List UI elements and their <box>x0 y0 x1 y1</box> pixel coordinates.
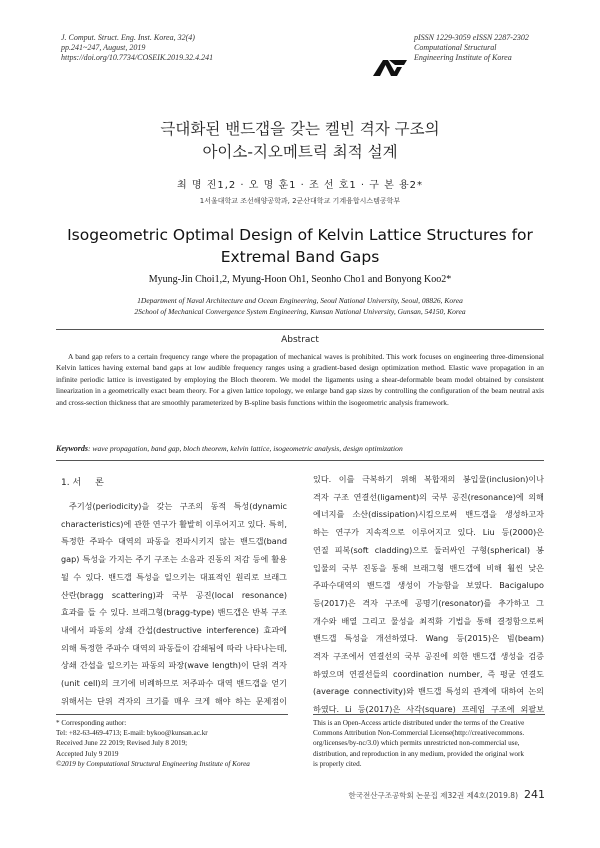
body-line: 연질 피복(soft cladding)으로 둘러싸인 구형(spherical) 봉 <box>313 544 544 555</box>
body-line: 있다. 이를 극복하기 위해 복합재의 봉입물(inclusion)이나 <box>313 474 544 484</box>
citation-doi[interactable]: https://doi.org/10.7734/COSEIK.2019.32.4.241 <box>61 53 214 62</box>
issn-numbers: pISSN 1229-3059 eISSN 2287-2302 <box>414 33 529 42</box>
citation-pages: pp.241~247, August, 2019 <box>61 43 146 52</box>
issn-info <box>414 33 529 63</box>
journal-logo-icon <box>371 58 409 78</box>
english-title-line1: Isogeometric Optimal Design of Kelvin Lattice Structures for <box>67 226 533 244</box>
english-title <box>0 224 600 268</box>
body-column-left <box>61 498 287 710</box>
section-heading <box>61 475 104 488</box>
body-line: 하는 연구가 지속적으로 이루어지고 있다. Liu 등(2000)은 <box>313 527 544 538</box>
footer-journal: 한국전산구조공학회 논문집 제32권 제4호(2019.8) <box>348 791 518 800</box>
section-title: 론 <box>95 478 104 488</box>
body-line: (average connectivity)와 밴드갭 특성의 관계에 대하여 논의 <box>313 686 544 697</box>
license-line: This is an Open-Access article distributed under the terms of the Creative <box>313 719 525 727</box>
body-line: 격자 구조 연결선(ligament)의 국부 공진(resonance)에 의해 <box>313 491 544 502</box>
korean-title <box>0 118 600 164</box>
society-name-line1: Computational Structural <box>414 43 497 52</box>
journal-citation <box>61 33 213 63</box>
body-line: 하였으며 연결선들의 coordination number, 즉 평균 연결도 <box>313 668 544 679</box>
footnote-rule-right <box>313 714 545 715</box>
body-line: 위해서는 단위 격자의 크기를 매우 크게 해야 하는 문제점이 <box>61 695 287 706</box>
body-line: 특정한 주파수 대역의 파동을 전파시키지 않는 밴드갭(band <box>61 536 287 547</box>
page-footer <box>313 788 545 801</box>
korean-title-line1: 극대화된 밴드갭을 갖는 켈빈 격자 구조의 <box>160 120 440 138</box>
body-line: 내에서 파동의 상쇄 간섭(destructive interference) 효과에 <box>61 624 287 635</box>
license-line: org/licenses/by-nc/3.0) which permits unrestricted non-commercial use, <box>313 739 520 748</box>
body-column-right <box>313 471 544 719</box>
korean-authors: 최 명 진1,2 · 오 명 훈1 · 조 선 호1 · 구 본 용2* <box>177 180 423 191</box>
body-line: 입물의 국부 진동을 통해 브래그형 밴드갭에 비해 훨씬 낮은 <box>313 562 544 573</box>
accepted-date: Accepted July 9 2019 <box>56 749 119 758</box>
page-number: 241 <box>524 788 545 801</box>
corresponding-author-label: * Corresponding author: <box>56 719 127 727</box>
society-name-line2: Engineering Institute of Korea <box>414 53 512 62</box>
english-affiliations <box>0 295 600 317</box>
received-revised-dates: Received June 22 2019; Revised July 8 2019; <box>56 739 188 748</box>
body-line: 밴드갭 특성을 개선하였다. Wang 등(2015)은 빔(beam) <box>313 633 544 644</box>
license-footnote <box>313 718 545 769</box>
body-line: 에너지를 소산(dissipation)시킴으로써 밴드갭을 생성하고자 <box>313 509 544 520</box>
korean-affiliations: 1서울대학교 조선해양공학과, 2군산대학교 기계융합시스템공학부 <box>199 197 401 205</box>
abstract-bottom-rule <box>56 460 544 461</box>
copyright-notice: ©2019 by Computational Structural Engineering Institute of Korea <box>56 759 250 768</box>
license-line: distribution, and reproduction in any medium, provided the original work <box>313 749 524 758</box>
body-line: 개수와 배열 그리고 물성을 최적화 기법을 통해 결정함으로써 <box>313 615 544 626</box>
license-line[interactable]: Commons Attribution Non-Commercial License(http://creativecommons. <box>313 729 525 738</box>
corresponding-author-contact[interactable]: Tel: +82-63-469-4713; E-mail: bykoo@kunsan.ac.kr <box>56 729 208 738</box>
abstract-heading: Abstract <box>281 335 319 345</box>
affiliation-1: 1Department of Naval Architecture and Ocean Engineering, Seoul National University, Seoul, 08826, Korea <box>137 296 463 305</box>
abstract-top-rule <box>56 329 544 330</box>
correspondence-footnote <box>56 718 296 769</box>
body-line: 하였다. Li 등(2017)은 사각(square) 프레임 구조에 외팔보 <box>313 704 544 715</box>
body-line: 될 수 있다. 밴드갭 특성을 일으키는 대표적인 원리로 브래그 <box>61 571 287 582</box>
section-number: 1. 서 <box>61 478 82 488</box>
keywords <box>56 443 544 454</box>
body-line: characteristics)에 관한 연구가 활발히 이루어지고 있다. 특히, <box>61 518 287 529</box>
korean-title-line2: 아이소-지오메트릭 최적 설계 <box>202 143 398 161</box>
affiliation-2: 2School of Mechanical Convergence System Engineering, Kunsan National University, Gunsan, 54150, Korea <box>134 307 466 316</box>
body-line: 격자 구조에서 연결선의 국부 공진에 의한 밴드갭 생성을 검증 <box>313 651 544 662</box>
body-line: 산란(bragg scattering)과 국부 공진(local resonance) <box>61 589 287 600</box>
body-line: gap) 특성을 가지는 주기 구조는 소음과 진동의 저감 등에 활용 <box>61 554 287 565</box>
license-line: is properly cited. <box>313 759 362 768</box>
body-line: 등(2017)은 격자 구조에 공명기(resonator)를 추가하고 그 <box>313 597 544 608</box>
keywords-list: : wave propagation, band gap, bloch theorem, kelvin lattice, isogeometric analysis, design optimization <box>88 444 403 453</box>
english-title-line2: Extremal Band Gaps <box>220 248 380 266</box>
english-authors: Myung-Jin Choi1,2, Myung-Hoon Oh1, Seonho Cho1 and Bonyong Koo2* <box>148 274 452 285</box>
body-line: 주파수대역의 밴드갭 생성이 가능함을 보였다. Bacigalupo <box>313 580 544 591</box>
body-line: 의해 특정한 주파수 대역의 파동들이 감쇄됨에 따라 나타나는데, <box>61 642 287 653</box>
citation-journal: J. Comput. Struct. Eng. Inst. Korea, 32(4) <box>61 33 195 42</box>
abstract-body: A band gap refers to a certain frequency range where the propagation of mechanical waves is prohibited. This work focuses on engineering three-dimensional Kelvin lattices having external band gaps at low audible frequency ranges using a gradient-based design optimization method. Elastic wave propagation in an infinite periodic lattice is investigated by employing the Bloch theorem. We model the ligaments using a shear-deformable beam model obtained by consistent linearization in a geometrically exact beam theory. For a given lattice topology, we enlarge band gap sizes by controlling the configuration of the beam neutral axis and cross-section thickness that are smoothly parameterized by B-spline basis functions within the isogeometric analysis framework. <box>56 352 544 407</box>
keywords-label: Keywords <box>56 444 88 453</box>
body-line: (unit cell)의 크기에 비례하므로 저주파수 대역 밴드갭을 얻기 <box>61 678 287 689</box>
body-line: 주기성(periodicity)을 갖는 구조의 동적 특성(dynamic <box>69 501 287 511</box>
footnote-rule-left <box>56 714 288 715</box>
body-line: 상쇄 간섭을 일으키는 파동의 파장(wave length)이 단위 격자 <box>61 660 287 671</box>
body-line: 효과를 들 수 있다. 브래그형(bragg-type) 밴드갭은 반복 구조 <box>61 607 287 618</box>
